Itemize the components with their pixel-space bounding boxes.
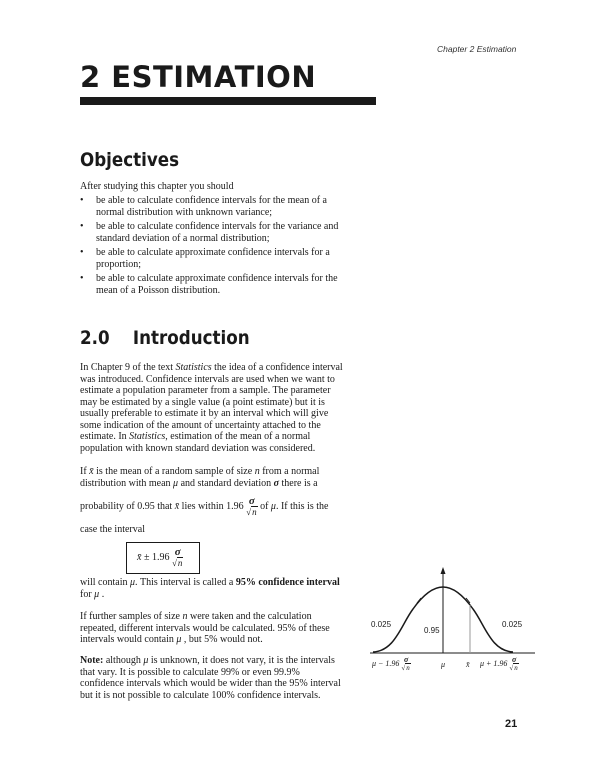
introduction-heading: 2.0 Introduction xyxy=(80,327,250,349)
objective-item: • be able to calculate confidence intervals for the mean of a normal distribution with unknown variance; xyxy=(80,195,327,218)
objectives-list xyxy=(80,195,380,299)
intro-paragraph-3: will contain μ. This interval is called a 95% confidence interval for μ . xyxy=(80,577,340,600)
objective-item: • be able to calculate approximate confidence intervals for the mean of a Poisson distribution. xyxy=(80,273,338,296)
running-header: Chapter 2 Estimation xyxy=(437,44,517,54)
intro-paragraph-2-cont: probability of 0.95 that x̄ lies within 1.96 σ √n of μ. If this is the xyxy=(80,495,329,518)
left-tail-label: 0.025 xyxy=(371,620,392,629)
bullet-icon: • xyxy=(80,221,84,232)
right-tail-label: 0.025 xyxy=(502,620,523,629)
title-rule xyxy=(80,97,376,105)
bullet-icon: • xyxy=(80,195,84,206)
intro-paragraph-2: If x̄ is the mean of a random sample of size n from a normal distribution with mean μ and standard deviation σ there is a xyxy=(80,466,320,489)
page-number: 21 xyxy=(505,718,518,730)
objectives-intro: After studying this chapter you should xyxy=(80,181,234,192)
intro-paragraph-1: In Chapter 9 of the text Statistics the idea of a confidence interval was introduced. Confidence intervals are used when we want to estimate a population parameter from a sample. The parameter may be estimated by a single value (a point estimate) but it is usually preferable to estimate it by an interval which will give some indication of the amount of uncertainty attached to the estimate. In Statistics, estimation of the mean of a normal population with known standard deviation was considered. xyxy=(80,362,343,454)
objectives-heading: Objectives xyxy=(80,149,180,171)
bullet-icon: • xyxy=(80,273,84,284)
objective-item: • be able to calculate confidence intervals for the variance and standard deviation of a normal distribution; xyxy=(80,221,339,244)
mu-label: μ xyxy=(441,660,446,669)
note-paragraph: Note: although μ is unknown, it does not vary, it is the intervals that vary. It is possible to calculate 99% or even 99.9% confidence intervals which would be wider than the 95% interval but it is not possible to calculate 100% confidence intervals. xyxy=(80,655,341,701)
intro-paragraph-2-end: case the interval xyxy=(80,524,145,535)
lower-limit-label: μ − 1.96 σ √n xyxy=(372,655,410,672)
confidence-interval-formula: x̄ ± 1.96 σ √n xyxy=(126,542,200,574)
upper-limit-label: μ + 1.96 σ √n xyxy=(480,655,518,672)
arrowhead-icon xyxy=(441,567,446,574)
normal-curve-diagram xyxy=(365,565,540,660)
xbar-label: x̄ xyxy=(466,660,470,669)
bullet-icon: • xyxy=(80,247,84,258)
center-area-label: 0.95 xyxy=(424,626,440,635)
objective-item: • be able to calculate approximate confidence intervals for a proportion; xyxy=(80,247,330,270)
intro-paragraph-4: If further samples of size n were taken and the calculation repeated, different intervals would be calculated. 95% of these intervals would contain μ , but 5% would not. xyxy=(80,611,330,645)
sigma-over-root-n: σ √n xyxy=(246,495,257,518)
chapter-title: 2 ESTIMATION xyxy=(80,60,317,94)
